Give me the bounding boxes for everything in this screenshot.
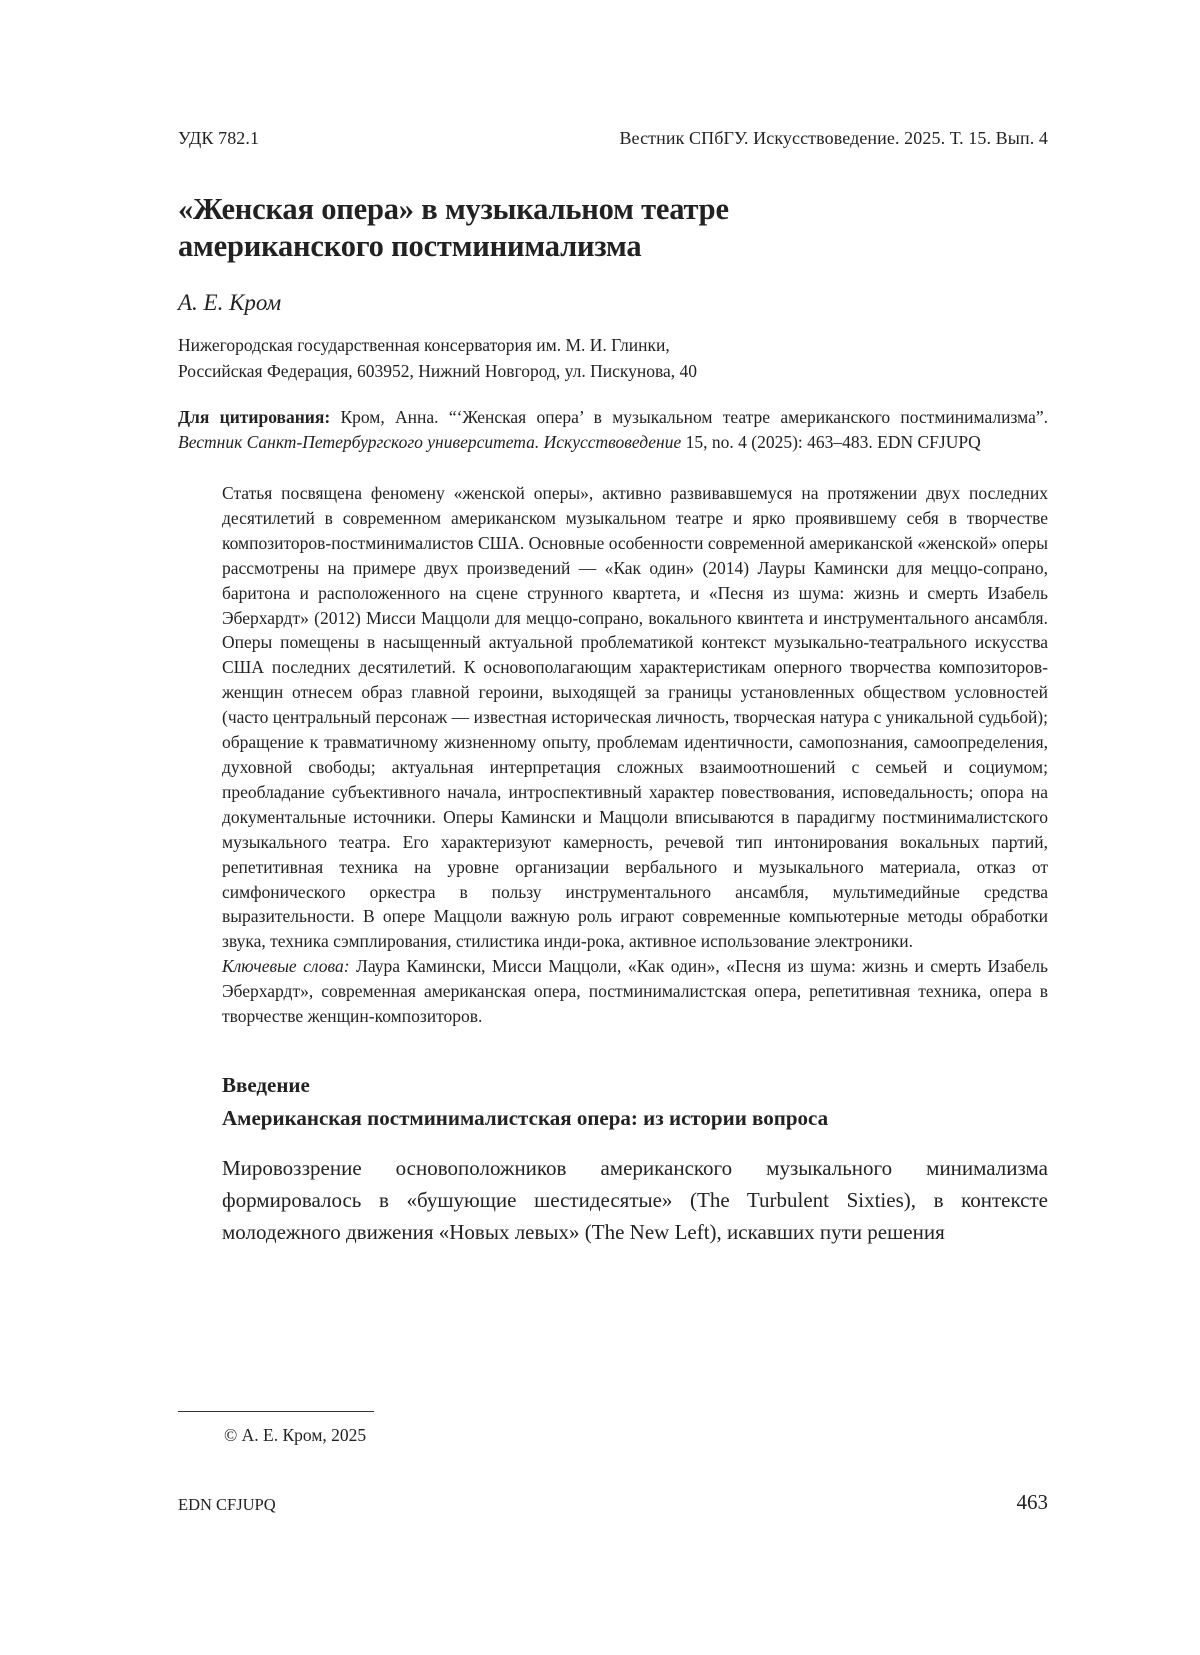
article-title <box>178 191 1048 265</box>
article-page <box>178 128 1048 1248</box>
article-title-line1: «Женская опера» в музыкальном театре <box>178 192 729 226</box>
abstract-text: Статья посвящена феномену «женской оперы», активно развивавшемуся на протяжении двух последних десятилетий в современном американском музыкальном театре и ярко проявившему себя в творчестве композиторов-постминималистов США. Основные особенности современной американской «женской» оперы рассмотрены на примере двух произведений — «Как один» (2014) Лауры Камински для меццо-сопрано, баритона и расположенного на сцене струнного квартета, и «Песня из шума: жизнь и смерть Изабель Эберхардт» (2012) Мисси Маццоли для меццо-сопрано, вокального квинтета и инструментального ансамбля. Оперы помещены в насыщенный актуальной проблематикой контекст музыкально-театрального искусства США последних десятилетий. К основополагающим характеристикам оперного творчества композиторов-женщин отнесем образ главной героини, выходящей за границы установленных обществом условностей (часто центральный персонаж — известная историческая личность, творческая натура с уникальной судьбой); обращение к травматичному жизненному опыту, проблемам идентичности, самопознания, самоопределения, духовной свободы; актуальная интерпретация сложных взаимоотношений с семьей и социумом; преобладание субъективного начала, интроспективный характер повествования, исповедальность; опора на документальные источники. Оперы Камински и Маццоли вписываются в парадигму постминималистского музыкального театра. Его характеризуют камерность, речевой тип интонирования вокальных партий, репетитивная техника на уровне организации вербального и музыкального материала, отказ от симфонического оркестра в пользу инструментального ансамбля, мультимедийные средства выразительности. В опере Маццоли важную роль играют современные компьютерные методы обработки звука, техника сэмплирования, стилистика инди-рока, активное использование электроники. <box>222 483 1048 952</box>
udc-code: УДК 782.1 <box>178 128 260 148</box>
citation-journal: Вестник Санкт-Петербургского университета. Искусствоведение <box>178 432 682 452</box>
citation-block <box>178 405 1048 455</box>
affiliation <box>178 332 1048 384</box>
keywords-label: Ключевые слова: <box>222 956 350 977</box>
copyright-footnote: © А. Е. Кром, 2025 <box>224 1425 367 1445</box>
citation-text-part2: 15, no. 4 (2025): 463–483. EDN CFJUPQ <box>681 432 981 452</box>
affiliation-line2: Российская Федерация, 603952, Нижний Новгород, ул. Пискунова, 40 <box>178 361 698 381</box>
affiliation-line1: Нижегородская государственная консерватория им. М. И. Глинки, <box>178 335 670 355</box>
page-number: 463 <box>1016 1490 1048 1514</box>
keywords <box>222 954 1048 1029</box>
keywords-list: Лаура Камински, Мисси Маццоли, «Как один», «Песня из шума: жизнь и смерть Изабель Эберхардт», современная американская опера, постминималистская опера, репетитивная техника, опера в творчестве женщин-композиторов. <box>222 956 1048 1027</box>
footer-edn: EDN CFJUPQ <box>178 1495 276 1514</box>
citation-label: Для цитирования: <box>178 407 331 427</box>
body-paragraph: Мировоззрение основоположников американского музыкального минимализма формировалось в «бушующие шестидесятые» (The Turbulent Sixties), в контексте молодежного движения «Новых левых» (The New Left), искавших пути решения <box>222 1155 1048 1244</box>
footnote-divider <box>178 1411 374 1412</box>
article-title-line2: американского постминимализма <box>178 229 642 263</box>
section-heading <box>222 1069 1048 1135</box>
journal-info: Вестник СПбГУ. Искусствоведение. 2025. Т. 15. Вып. 4 <box>619 128 1048 148</box>
section-heading-subtitle: Американская постминималистская опера: из истории вопроса <box>222 1105 829 1130</box>
citation-text-part1: Кром, Анна. “‘Женская опера’ в музыкальном театре американского постминимализма”. <box>330 407 1048 427</box>
body-text <box>222 1152 1048 1248</box>
section-heading-introduction: Введение <box>222 1072 310 1097</box>
running-head <box>178 128 1048 149</box>
author-name: А. Е. Кром <box>178 290 282 315</box>
abstract <box>222 481 1048 1029</box>
